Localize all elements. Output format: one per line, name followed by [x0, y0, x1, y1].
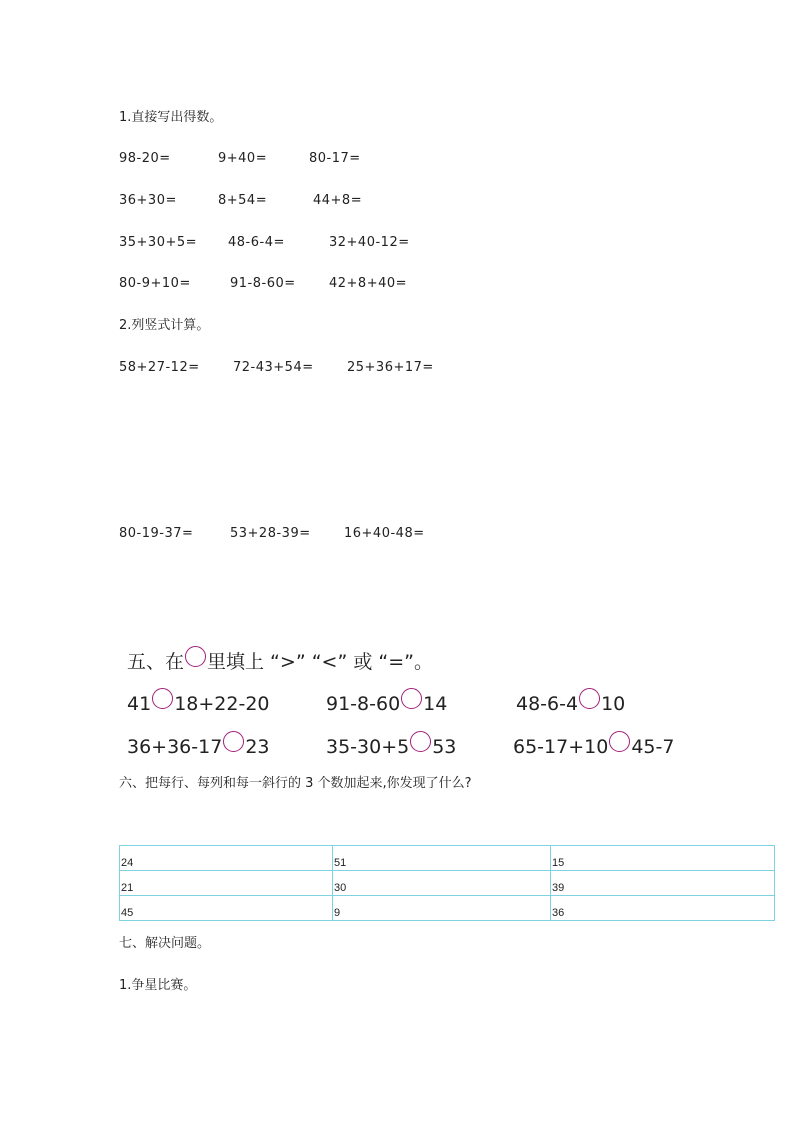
grid-cell: 51	[333, 846, 551, 871]
calc-item: 35+30+5=	[119, 235, 198, 250]
compare-right: 53	[432, 736, 457, 758]
section7-subheading: 1.争星比赛。	[119, 978, 197, 993]
table-row	[120, 871, 775, 896]
compare-right: 23	[245, 736, 270, 758]
calc-item: 80-9+10=	[119, 276, 191, 291]
calc-item: 80-17=	[309, 151, 361, 166]
compare-left: 65-17+10	[513, 736, 609, 758]
calc-item: 48-6-4=	[228, 235, 285, 250]
grid-cell: 39	[551, 871, 775, 896]
table-row	[120, 896, 775, 921]
blank-circle-icon	[185, 646, 206, 667]
answer-circle-icon[interactable]	[152, 688, 173, 709]
section5-title	[127, 646, 433, 674]
compare-left: 91-8-60	[326, 693, 401, 715]
compare-right: 45-7	[631, 736, 675, 758]
grid-cell: 21	[120, 871, 333, 896]
vertical-calc-item: 80-19-37=	[119, 526, 194, 541]
answer-circle-icon[interactable]	[223, 731, 244, 752]
compare-item	[326, 731, 456, 759]
compare-right: 14	[423, 693, 448, 715]
calc-item: 98-20=	[119, 151, 171, 166]
compare-right: 10	[601, 693, 626, 715]
section1-heading: 1.直接写出得数。	[119, 110, 223, 125]
vertical-calc-item: 53+28-39=	[230, 526, 311, 541]
calc-item: 91-8-60=	[230, 276, 296, 291]
calc-item: 32+40-12=	[329, 235, 410, 250]
table-row	[120, 846, 775, 871]
grid-cell: 9	[333, 896, 551, 921]
compare-item	[326, 688, 447, 716]
section5-title-after: 里填上 “>” “<” 或 “=”。	[207, 651, 433, 673]
section2-heading: 2.列竖式计算。	[119, 318, 210, 333]
calc-item: 8+54=	[218, 193, 268, 208]
calc-item: 36+30=	[119, 193, 177, 208]
grid-cell: 15	[551, 846, 775, 871]
grid-cell: 24	[120, 846, 333, 871]
compare-right: 18+22-20	[174, 693, 270, 715]
vertical-calc-item: 16+40-48=	[344, 526, 425, 541]
vertical-calc-item: 25+36+17=	[347, 360, 434, 375]
number-grid	[119, 845, 775, 921]
grid-cell: 36	[551, 896, 775, 921]
section6-heading: 六、把每行、每列和每一斜行的 3 个数加起来,你发现了什么?	[119, 776, 472, 791]
answer-circle-icon[interactable]	[579, 688, 600, 709]
calc-item: 44+8=	[313, 193, 363, 208]
compare-left: 35-30+5	[326, 736, 410, 758]
compare-left: 41	[127, 693, 152, 715]
answer-circle-icon[interactable]	[401, 688, 422, 709]
compare-left: 36+36-17	[127, 736, 223, 758]
grid-cell: 45	[120, 896, 333, 921]
grid-cell: 30	[333, 871, 551, 896]
compare-item	[127, 688, 270, 716]
section7-heading: 七、解决问题。	[119, 936, 211, 951]
calc-item: 9+40=	[218, 151, 268, 166]
section5-title-before: 五、在	[127, 651, 185, 673]
vertical-calc-item: 58+27-12=	[119, 360, 200, 375]
vertical-calc-item: 72-43+54=	[233, 360, 314, 375]
compare-item	[513, 731, 674, 759]
calc-item: 42+8+40=	[329, 276, 408, 291]
compare-item	[516, 688, 625, 716]
compare-left: 48-6-4	[516, 693, 579, 715]
answer-circle-icon[interactable]	[609, 731, 630, 752]
compare-item	[127, 731, 270, 759]
answer-circle-icon[interactable]	[410, 731, 431, 752]
